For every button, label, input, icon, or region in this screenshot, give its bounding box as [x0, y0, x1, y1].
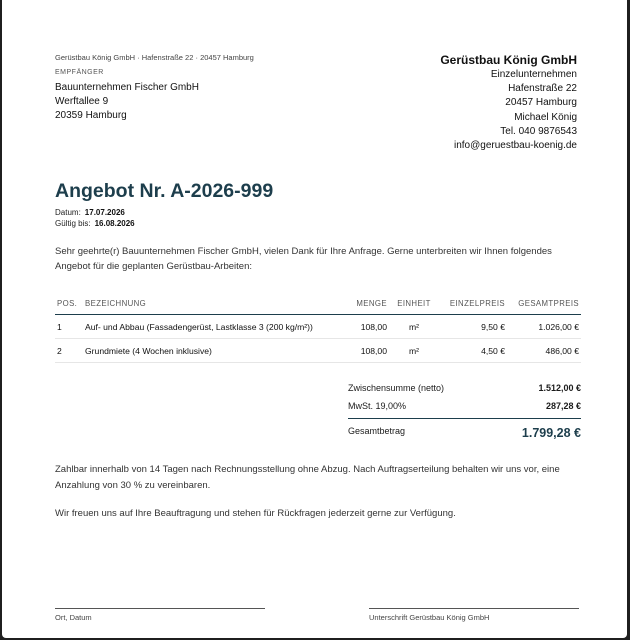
payment-terms: Zahlbar innerhalb von 14 Tagen nach Rechnungsstellung ohne Abzug. Nach Auftragserteilung behalten wir uns vor, eine Anzahlung von 30 % zu vereinbaren. — [55, 464, 560, 491]
company-block — [440, 52, 577, 153]
vat-value: 287,28 € — [545, 401, 581, 411]
recipient-name: Bauunternehmen Fischer GmbH — [55, 82, 199, 93]
subtotal-label: Zwischensumme (netto) — [348, 383, 445, 393]
date-label: Datum: — [55, 208, 81, 217]
row-description: Auf- und Abbau (Fassadengerüst, Lastklasse 3 (200 kg/m²)) — [83, 315, 339, 339]
company-email: info@geruestbau-koenig.de — [453, 140, 577, 152]
totals-block — [348, 379, 581, 444]
date-value: 17.07.2026 — [84, 208, 125, 217]
company-city: 20457 Hamburg — [505, 97, 577, 109]
intro-text: Sehr geehrte(r) Bauunternehmen Fischer GmbH, vielen Dank für Ihre Anfrage. Gerne unterbreiten wir Ihnen folgendes Angebot für die geplanten Gerüstbau-Arbeiten: — [55, 246, 552, 272]
row-unit-price: 4,50 € — [439, 339, 507, 363]
company-signature-label: Unterschrift Gerüstbau König GmbH — [369, 613, 490, 622]
header-unit-price: EINZELPREIS — [439, 294, 507, 315]
signature-line-place-date — [55, 608, 265, 609]
vat-label: MwSt. 19,00% — [348, 401, 407, 411]
table-row — [55, 339, 581, 363]
row-pos: 2 — [55, 339, 83, 363]
row-unit-price: 9,50 € — [439, 315, 507, 339]
closing-text: Wir freuen uns auf Ihre Beauftragung und stehen für Rückfragen jederzeit gerne zur Verfügung. — [55, 508, 456, 519]
company-street: Hafenstraße 22 — [508, 83, 577, 95]
table-header-row — [55, 294, 581, 315]
company-phone: Tel. 040 9876543 — [500, 125, 577, 137]
valid-label: Gültig bis: — [55, 219, 91, 228]
company-name: Gerüstbau König GmbH — [440, 53, 577, 67]
items-table — [55, 294, 581, 363]
row-pos: 1 — [55, 315, 83, 339]
row-unit: m² — [389, 315, 439, 339]
grand-total-label: Gesamtbetrag — [348, 426, 406, 436]
company-contact: Michael König — [514, 111, 577, 123]
offer-title: Angebot Nr. A-2026-999 — [55, 180, 274, 202]
subtotal-row — [348, 379, 581, 397]
header-unit: EINHEIT — [389, 294, 439, 315]
vat-row — [348, 397, 581, 415]
subtotal-value: 1.512,00 € — [538, 383, 581, 393]
header-pos: POS. — [55, 294, 83, 315]
recipient-address — [55, 81, 199, 123]
offer-dates — [55, 207, 135, 229]
grand-total-row — [348, 418, 581, 444]
valid-value: 16.08.2026 — [94, 219, 135, 228]
row-quantity: 108,00 — [339, 315, 389, 339]
company-type: Einzelunternehmen — [490, 69, 577, 80]
row-quantity: 108,00 — [339, 339, 389, 363]
header-total: GESAMTPREIS — [507, 294, 581, 315]
row-unit: m² — [389, 339, 439, 363]
signature-line-company — [369, 608, 579, 609]
place-date-label: Ort, Datum — [55, 613, 92, 622]
document-page — [2, 0, 627, 638]
recipient-label: EMPFÄNGER — [55, 69, 104, 76]
recipient-city: 20359 Hamburg — [55, 110, 127, 121]
sender-return-line: Gerüstbau König GmbH · Hafenstraße 22 · 20457 Hamburg — [55, 53, 254, 62]
grand-total-value: 1.799,28 € — [521, 426, 581, 440]
row-total: 1.026,00 € — [507, 315, 581, 339]
table-row — [55, 315, 581, 339]
row-description: Grundmiete (4 Wochen inklusive) — [83, 339, 339, 363]
header-quantity: MENGE — [339, 294, 389, 315]
row-total: 486,00 € — [507, 339, 581, 363]
header-description: BEZEICHNUNG — [83, 294, 339, 315]
recipient-street: Werftallee 9 — [55, 96, 109, 107]
